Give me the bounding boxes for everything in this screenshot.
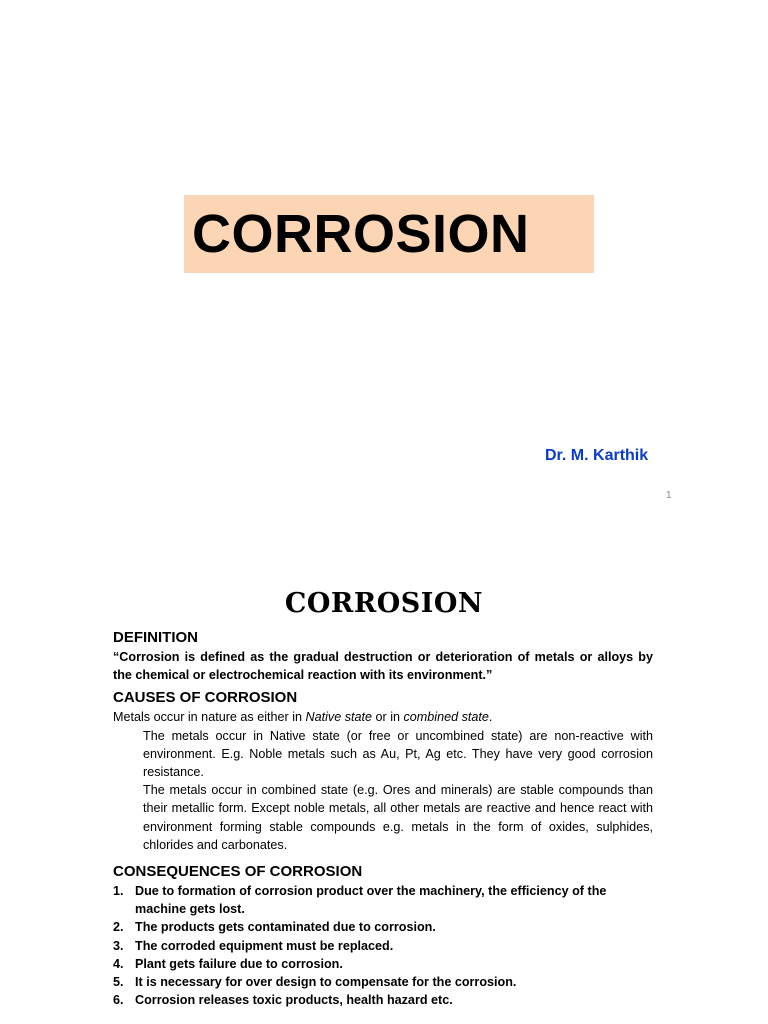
list-item <box>113 991 653 1009</box>
causes-paragraph-native: The metals occur in Native state (or free or uncombined state) are non-reactive with environment. E.g. Noble metals such as Au, Pt, Ag etc. They have very good corrosion resistance. <box>143 728 653 780</box>
page-number: 1 <box>666 490 672 501</box>
combined-state-term: combined state <box>403 710 489 725</box>
page-heading: CORROSION <box>284 588 484 619</box>
causes-intro <box>113 708 653 726</box>
causes-intro-suffix: . <box>488 710 493 725</box>
consequences-list <box>113 882 653 1009</box>
causes-paragraph-combined: The metals occur in combined state (e.g. Ores and minerals) are stable compounds than their metallic form. Except noble metals, all other metals are reactive and hence react with environment forming stable compounds e.g. metals in the form of oxides, sulphides, chlorides and carbonates. <box>143 783 653 852</box>
definition-text: “Corrosion is defined as the gradual destruction or deterioration of metals or alloys by the chemical or electrochemical reaction with its environment.” <box>113 650 653 683</box>
causes-title: CAUSES OF CORROSION <box>113 689 298 707</box>
list-item-text: The corroded equipment must be replaced. <box>135 938 394 953</box>
list-item-number: 4. <box>113 956 124 971</box>
document-body <box>113 628 653 1009</box>
list-item-text: It is necessary for over design to compensate for the corrosion. <box>135 975 517 990</box>
list-item-text: Corrosion releases toxic products, health hazard etc. <box>135 993 453 1008</box>
list-item <box>113 955 653 973</box>
consequences-title: CONSEQUENCES OF CORROSION <box>113 863 363 881</box>
list-item <box>113 882 653 918</box>
slide-title: CORROSION <box>192 204 530 264</box>
list-item-number: 1. <box>113 884 124 899</box>
causes-intro-or: or in <box>372 710 404 725</box>
definition-title: DEFINITION <box>113 629 198 646</box>
causes-intro-prefix: Metals occur in nature as either in <box>113 710 306 725</box>
list-item-text: The products gets contaminated due to corrosion. <box>135 920 436 935</box>
list-item <box>113 937 653 955</box>
list-item <box>113 973 653 991</box>
list-item-text: Plant gets failure due to corrosion. <box>135 956 343 971</box>
list-item-number: 5. <box>113 975 124 990</box>
list-item-number: 2. <box>113 920 124 935</box>
author-name: Dr. M. Karthik <box>545 447 649 464</box>
content-slide <box>0 512 768 1024</box>
list-item-number: 3. <box>113 938 124 953</box>
list-item-text: Due to formation of corrosion product over the machinery, the efficiency of the machine gets lost. <box>135 884 607 917</box>
title-banner <box>184 195 594 273</box>
list-item <box>113 918 653 936</box>
native-state-term: Native state <box>305 710 372 725</box>
list-item-number: 6. <box>113 993 124 1008</box>
